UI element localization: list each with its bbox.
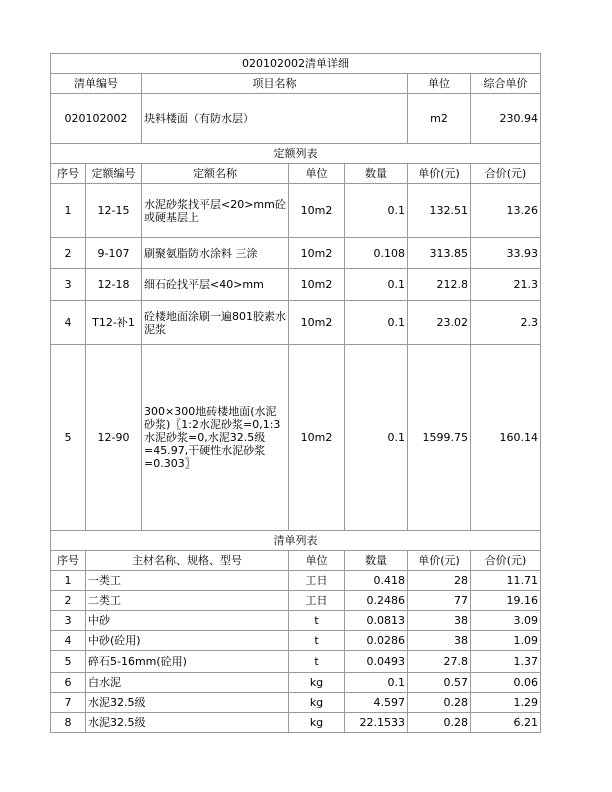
material-header-no: 序号 <box>51 551 86 571</box>
quota-unit: 10m2 <box>289 301 345 345</box>
quota-row <box>51 269 541 301</box>
quota-unit: 10m2 <box>289 345 345 531</box>
quota-header-code: 定额编号 <box>86 164 142 184</box>
material-total: 1.09 <box>471 631 541 651</box>
material-price: 77 <box>408 591 471 611</box>
material-no: 4 <box>51 631 86 651</box>
bill-unit-header: 单位 <box>408 74 471 94</box>
quota-qty: 0.108 <box>345 238 408 269</box>
material-qty: 0.1 <box>345 673 408 693</box>
material-header-qty: 数量 <box>345 551 408 571</box>
quota-no: 2 <box>51 238 86 269</box>
material-name: 中砂(砼用) <box>86 631 289 651</box>
quota-header-unit: 单位 <box>289 164 345 184</box>
quota-unit: 10m2 <box>289 184 345 238</box>
bill-code: 020102002 <box>51 94 142 144</box>
quota-header-price: 单价(元) <box>408 164 471 184</box>
quota-name: 300×300地砖楼地面(水泥砂浆)〖1:2水泥砂浆=0,1:3水泥砂浆=0,水泥32.5级=45.97,干硬性水泥砂浆=0.303〗 <box>142 345 289 531</box>
material-section-title: 清单列表 <box>51 531 541 551</box>
material-total: 0.06 <box>471 673 541 693</box>
material-qty: 0.0286 <box>345 631 408 651</box>
quota-total: 160.14 <box>471 345 541 531</box>
quota-price: 212.8 <box>408 269 471 301</box>
material-row <box>51 591 541 611</box>
quota-row <box>51 345 541 531</box>
bill-code-header: 清单编号 <box>51 74 142 94</box>
quota-header-total: 合价(元) <box>471 164 541 184</box>
bill-price: 230.94 <box>471 94 541 144</box>
quota-name: 细石砼找平层<40>mm <box>142 269 289 301</box>
table-title: 020102002清单详细 <box>51 54 541 74</box>
material-qty: 22.1533 <box>345 713 408 733</box>
quota-row <box>51 238 541 269</box>
material-name: 中砂 <box>86 611 289 631</box>
material-total: 11.71 <box>471 571 541 591</box>
quota-total: 2.3 <box>471 301 541 345</box>
material-unit: 工日 <box>289 591 345 611</box>
material-section-row <box>51 531 541 551</box>
material-no: 7 <box>51 693 86 713</box>
material-qty: 4.597 <box>345 693 408 713</box>
quota-qty: 0.1 <box>345 345 408 531</box>
material-price: 38 <box>408 631 471 651</box>
material-name: 白水泥 <box>86 673 289 693</box>
quota-row <box>51 184 541 238</box>
quota-price: 23.02 <box>408 301 471 345</box>
material-unit: kg <box>289 713 345 733</box>
material-unit: kg <box>289 673 345 693</box>
quota-no: 4 <box>51 301 86 345</box>
quota-total: 33.93 <box>471 238 541 269</box>
quota-header-name: 定额名称 <box>142 164 289 184</box>
quota-name: 水泥砂浆找平层<20>mm砼或硬基层上 <box>142 184 289 238</box>
quota-qty: 0.1 <box>345 184 408 238</box>
material-row <box>51 571 541 591</box>
quota-section-row <box>51 144 541 164</box>
material-no: 5 <box>51 651 86 673</box>
material-price: 0.28 <box>408 713 471 733</box>
title-row <box>51 54 541 74</box>
material-row <box>51 611 541 631</box>
material-qty: 0.0813 <box>345 611 408 631</box>
bill-unit: m2 <box>408 94 471 144</box>
material-header-total: 合价(元) <box>471 551 541 571</box>
material-total: 3.09 <box>471 611 541 631</box>
quota-code: 12-18 <box>86 269 142 301</box>
quota-no: 3 <box>51 269 86 301</box>
quota-name: 砼楼地面涂刷一遍801胶素水泥浆 <box>142 301 289 345</box>
quota-header-qty: 数量 <box>345 164 408 184</box>
quota-code: 12-15 <box>86 184 142 238</box>
quota-total: 21.3 <box>471 269 541 301</box>
quota-total: 13.26 <box>471 184 541 238</box>
quota-no: 1 <box>51 184 86 238</box>
bill-header-row <box>51 74 541 94</box>
quota-code: 12-90 <box>86 345 142 531</box>
material-total: 6.21 <box>471 713 541 733</box>
quota-price: 1599.75 <box>408 345 471 531</box>
quota-unit: 10m2 <box>289 238 345 269</box>
material-qty: 0.0493 <box>345 651 408 673</box>
quota-code: 9-107 <box>86 238 142 269</box>
material-header-name: 主材名称、规格、型号 <box>86 551 289 571</box>
quota-header-no: 序号 <box>51 164 86 184</box>
material-no: 6 <box>51 673 86 693</box>
material-qty: 0.2486 <box>345 591 408 611</box>
material-row <box>51 673 541 693</box>
material-unit: kg <box>289 693 345 713</box>
material-price: 0.28 <box>408 693 471 713</box>
quota-price: 132.51 <box>408 184 471 238</box>
material-no: 3 <box>51 611 86 631</box>
material-no: 8 <box>51 713 86 733</box>
quota-qty: 0.1 <box>345 301 408 345</box>
quota-unit: 10m2 <box>289 269 345 301</box>
material-row <box>51 713 541 733</box>
material-row <box>51 693 541 713</box>
quota-qty: 0.1 <box>345 269 408 301</box>
bill-detail-table <box>50 53 541 733</box>
quota-section-title: 定额列表 <box>51 144 541 164</box>
material-name: 水泥32.5级 <box>86 713 289 733</box>
material-header-unit: 单位 <box>289 551 345 571</box>
material-no: 1 <box>51 571 86 591</box>
quota-code: T12-补1 <box>86 301 142 345</box>
material-row <box>51 651 541 673</box>
material-price: 38 <box>408 611 471 631</box>
bill-name: 块料楼面（有防水层） <box>142 94 408 144</box>
material-total: 1.37 <box>471 651 541 673</box>
material-price: 27.8 <box>408 651 471 673</box>
material-no: 2 <box>51 591 86 611</box>
material-name: 碎石5-16mm(砼用) <box>86 651 289 673</box>
material-name: 二类工 <box>86 591 289 611</box>
material-unit: t <box>289 651 345 673</box>
material-name: 水泥32.5级 <box>86 693 289 713</box>
bill-name-header: 项目名称 <box>142 74 408 94</box>
material-header-row <box>51 551 541 571</box>
quota-name: 刷聚氨脂防水涂料 三涂 <box>142 238 289 269</box>
material-price: 28 <box>408 571 471 591</box>
material-unit: t <box>289 631 345 651</box>
material-unit: 工日 <box>289 571 345 591</box>
material-total: 19.16 <box>471 591 541 611</box>
material-unit: t <box>289 611 345 631</box>
bill-price-header: 综合单价 <box>471 74 541 94</box>
quota-price: 313.85 <box>408 238 471 269</box>
material-price: 0.57 <box>408 673 471 693</box>
material-header-price: 单价(元) <box>408 551 471 571</box>
material-row <box>51 631 541 651</box>
material-name: 一类工 <box>86 571 289 591</box>
bill-row <box>51 94 541 144</box>
quota-row <box>51 301 541 345</box>
quota-no: 5 <box>51 345 86 531</box>
material-qty: 0.418 <box>345 571 408 591</box>
quota-header-row <box>51 164 541 184</box>
material-total: 1.29 <box>471 693 541 713</box>
